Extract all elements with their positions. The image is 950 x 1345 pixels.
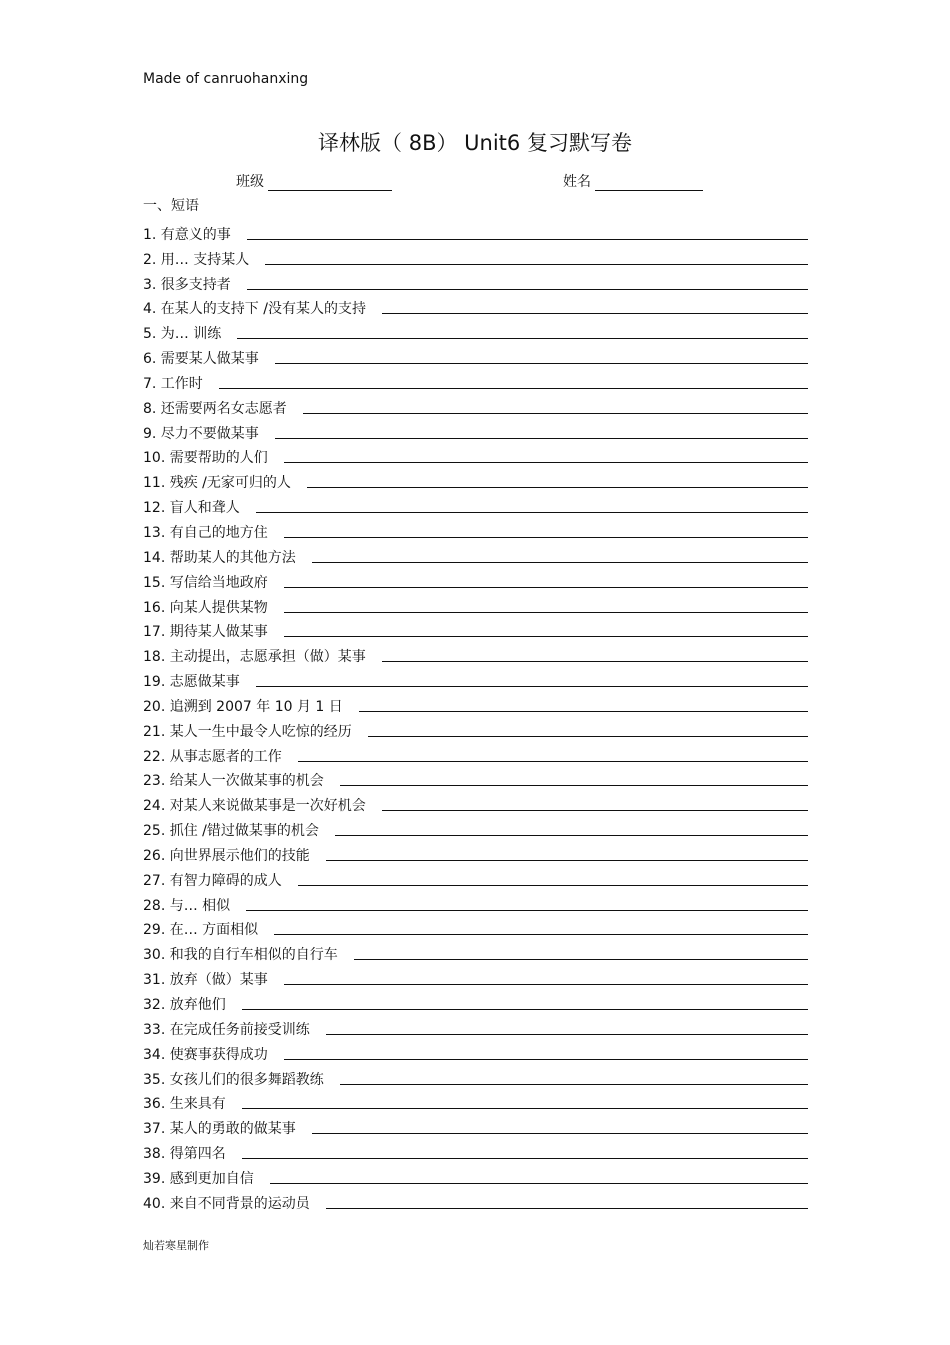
phrase-label: 9. 尽力不要做某事 [143,425,259,442]
list-item [143,418,808,443]
phrase-label: 7. 工作时 [143,375,203,392]
answer-blank[interactable] [326,1207,808,1209]
list-item [143,1138,808,1163]
list-item [143,542,808,567]
answer-blank[interactable] [265,263,808,265]
phrase-label: 34. 使赛事获得成功 [143,1046,268,1063]
list-item [143,815,808,840]
answer-blank[interactable] [256,511,808,513]
list-item [143,592,808,617]
list-item [143,1064,808,1089]
phrase-label: 26. 向世界展示他们的技能 [143,847,310,864]
answer-blank[interactable] [284,635,808,637]
answer-blank[interactable] [219,387,808,389]
answer-blank[interactable] [326,1033,808,1035]
answer-blank[interactable] [284,586,808,588]
answer-blank[interactable] [247,288,808,290]
phrase-label: 11. 残疾 /无家可归的人 [143,475,291,492]
answer-blank[interactable] [242,1008,808,1010]
phrase-label: 30. 和我的自行车相似的自行车 [143,947,338,964]
phrase-label: 5. 为… 训练 [143,326,222,343]
phrase-label: 10. 需要帮助的人们 [143,450,268,467]
list-item [143,1113,808,1138]
phrase-label: 17. 期待某人做某事 [143,624,268,641]
list-item [143,716,808,741]
answer-blank[interactable] [275,362,808,364]
phrase-label: 28. 与… 相似 [143,897,231,914]
list-item [143,666,808,691]
answer-blank[interactable] [354,958,808,960]
phrase-label: 27. 有智力障碍的成人 [143,872,282,889]
list-item [143,890,808,915]
answer-blank[interactable] [382,660,808,662]
list-item [143,1014,808,1039]
list-item [143,964,808,989]
answer-blank[interactable] [303,412,808,414]
phrase-label: 20. 追溯到 2007 年 10 月 1 日 [143,698,343,715]
list-item [143,766,808,791]
phrase-label: 1. 有意义的事 [143,226,231,243]
list-item [143,1163,808,1188]
name-blank[interactable] [595,174,703,191]
footer-note: 灿若寒星制作 [143,1239,209,1252]
phrase-label: 38. 得第四名 [143,1146,226,1163]
class-blank[interactable] [268,174,392,191]
answer-blank[interactable] [270,1182,808,1184]
list-item [143,641,808,666]
answer-blank[interactable] [237,337,808,339]
answer-blank[interactable] [256,685,808,687]
answer-blank[interactable] [335,834,808,836]
class-field [236,171,392,191]
answer-blank[interactable] [284,983,808,985]
phrase-label: 23. 给某人一次做某事的机会 [143,773,324,790]
list-item [143,617,808,642]
answer-blank[interactable] [312,561,808,563]
list-item [143,368,808,393]
phrase-label: 33. 在完成任务前接受训练 [143,1021,310,1038]
list-item [143,294,808,319]
phrase-label: 14. 帮助某人的其他方法 [143,549,296,566]
header-note: Made of canruohanxing [143,71,309,87]
phrase-label: 37. 某人的勇敢的做某事 [143,1121,296,1138]
phrase-label: 18. 主动提出，志愿承担（做）某事 [143,649,366,666]
phrase-list [143,219,808,1213]
list-item [143,691,808,716]
list-item [143,1039,808,1064]
phrase-label: 29. 在… 方面相似 [143,922,259,939]
list-item [143,790,808,815]
list-item [143,492,808,517]
answer-blank[interactable] [340,784,808,786]
list-item [143,443,808,468]
list-item [143,567,808,592]
section-title: 一、短语 [143,198,199,214]
page-title: 译林版（ 8B） Unit6 复习默写卷 [318,131,632,155]
answer-blank[interactable] [298,760,808,762]
list-item [143,219,808,244]
phrase-label: 19. 志愿做某事 [143,674,240,691]
list-item [143,318,808,343]
phrase-label: 16. 向某人提供某物 [143,599,268,616]
answer-blank[interactable] [242,1157,808,1159]
phrase-label: 24. 对某人来说做某事是一次好机会 [143,798,366,815]
answer-blank[interactable] [246,909,808,911]
list-item [143,939,808,964]
list-item [143,840,808,865]
answer-blank[interactable] [382,312,808,314]
answer-blank[interactable] [274,933,808,935]
answer-blank[interactable] [340,1083,808,1085]
answer-blank[interactable] [284,536,808,538]
name-field [563,171,703,191]
list-item [143,269,808,294]
answer-blank[interactable] [284,1058,808,1060]
answer-blank[interactable] [298,884,808,886]
phrase-label: 6. 需要某人做某事 [143,351,259,368]
phrase-label: 21. 某人一生中最令人吃惊的经历 [143,723,352,740]
list-item [143,467,808,492]
phrase-label: 2. 用… 支持某人 [143,251,250,268]
phrase-label: 22. 从事志愿者的工作 [143,748,282,765]
phrase-label: 13. 有自己的地方住 [143,524,268,541]
list-item [143,865,808,890]
answer-blank[interactable] [368,735,808,737]
phrase-label: 3. 很多支持者 [143,276,231,293]
phrase-label: 40. 来自不同背景的运动员 [143,1195,310,1212]
answer-blank[interactable] [326,859,808,861]
list-item [143,915,808,940]
list-item [143,741,808,766]
phrase-label: 36. 生来具有 [143,1096,226,1113]
answer-blank[interactable] [242,1107,808,1109]
phrase-label: 25. 抓住 /错过做某事的机会 [143,823,319,840]
list-item [143,517,808,542]
list-item [143,393,808,418]
phrase-label: 8. 还需要两名女志愿者 [143,400,287,417]
list-item [143,343,808,368]
answer-blank[interactable] [359,710,808,712]
phrase-label: 15. 写信给当地政府 [143,574,268,591]
answer-blank[interactable] [284,461,808,463]
phrase-label: 35. 女孩儿们的很多舞蹈教练 [143,1071,324,1088]
answer-blank[interactable] [275,437,808,439]
list-item [143,244,808,269]
answer-blank[interactable] [312,1132,808,1134]
list-item [143,1188,808,1213]
list-item [143,1089,808,1114]
answer-blank[interactable] [307,486,808,488]
answer-blank[interactable] [247,238,808,240]
class-label: 班级 [236,174,264,190]
phrase-label: 32. 放弃他们 [143,997,226,1013]
phrase-label: 4. 在某人的支持下 /没有某人的支持 [143,301,366,318]
name-label: 姓名 [563,174,591,190]
list-item [143,989,808,1014]
answer-blank[interactable] [382,809,808,811]
phrase-label: 31. 放弃（做）某事 [143,972,268,989]
phrase-label: 39. 感到更加自信 [143,1170,254,1187]
phrase-label: 12. 盲人和聋人 [143,500,240,517]
answer-blank[interactable] [284,611,808,613]
